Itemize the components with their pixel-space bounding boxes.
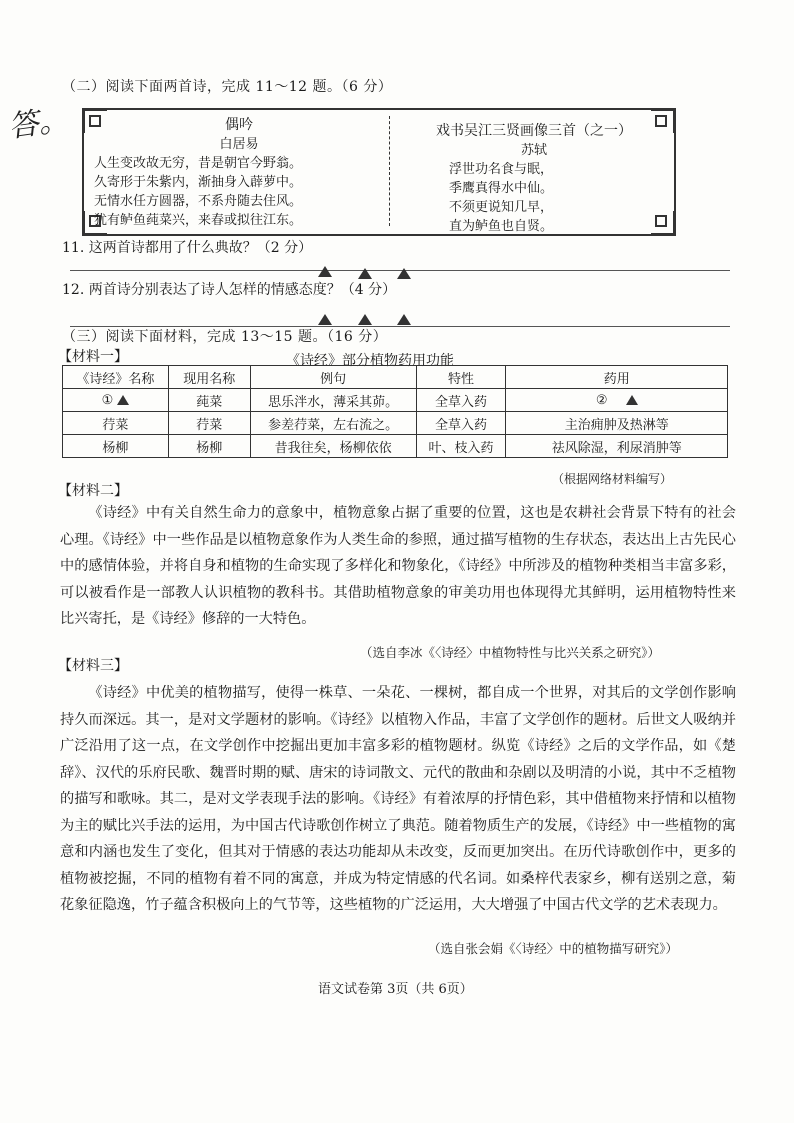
table-cell: 杨柳 bbox=[168, 435, 250, 458]
triangle-mark-icon bbox=[358, 268, 372, 279]
table-row bbox=[63, 412, 728, 435]
table-cell: 莼菜 bbox=[168, 389, 250, 412]
table-header: 药用 bbox=[506, 366, 728, 389]
poem1-author: 白居易 bbox=[219, 137, 259, 152]
table-cell: 荇菜 bbox=[63, 412, 169, 435]
material2-label: 【材料二】 bbox=[58, 483, 128, 499]
table-cell: 思乐泮水，薄采其茆。 bbox=[250, 389, 416, 412]
triangle-mark-icon bbox=[397, 268, 411, 279]
material2-text: 《诗经》中有关自然生命力的意象中，植物意象占据了重要的位置，这也是农耕社会背景下特有的社会心理。《诗经》中一些作品是以植物意象作为人类生命的参照，通过描写植物的生存状态，表达出上古先民心中的感情体验，并将自身和植物的生命实现了多样化和物象化，《诗经》中所涉及的植物种类相当丰富多彩，可以被看作是一部教人认识植物的教科书。其借助植物意象的审美功用也体现得尤其鲜明，运用植物特性来比兴寄托，是《诗经》修辞的一大特色。 bbox=[60, 505, 736, 627]
poem2-author: 苏轼 bbox=[520, 143, 547, 158]
poem-box bbox=[82, 108, 676, 236]
poem2-line: 季鹰真得水中仙。 bbox=[449, 181, 554, 196]
triangle-mark-icon bbox=[626, 395, 638, 405]
poem2-title: 戏书吴江三贤画像三首（之一） bbox=[436, 123, 632, 139]
table-cell: 参差荇菜，左右流之。 bbox=[250, 412, 416, 435]
poem1-line: 人生变改故无穷，昔是朝官今野翁。 bbox=[94, 156, 303, 171]
poem2 bbox=[399, 122, 669, 236]
question-11: 11. 这两首诗都用了什么典故？（2 分） bbox=[62, 240, 313, 256]
material3-source: （选自张会娟《〈诗经〉中的植物描写研究》） bbox=[428, 941, 679, 956]
page-footer: 语文试卷第 3页（共 6页） bbox=[318, 982, 473, 997]
triangle-mark-icon bbox=[358, 314, 372, 325]
table-cell: 叶、枝入药 bbox=[416, 435, 506, 458]
table-row bbox=[63, 435, 728, 458]
table-header: 《诗经》名称 bbox=[63, 366, 169, 389]
material2-body bbox=[60, 500, 736, 633]
poem1 bbox=[94, 116, 384, 230]
material2-source: （选自李冰《〈诗经〉中植物特性与比兴关系之研究》） bbox=[360, 645, 661, 660]
table-cell: 昔我往矣，杨柳依依 bbox=[250, 435, 416, 458]
question-12: 12. 两首诗分别表达了诗人怎样的情感态度？（4 分） bbox=[62, 282, 397, 298]
poem2-line: 浮世功名食与眠， bbox=[449, 162, 554, 177]
material3-label: 【材料三】 bbox=[58, 658, 128, 674]
poem2-line: 直为鲈鱼也自贤。 bbox=[449, 219, 554, 234]
triangle-mark-icon bbox=[318, 314, 332, 325]
triangle-mark-icon bbox=[397, 314, 411, 325]
table-caption: 《诗经》部分植物药用功能 bbox=[286, 353, 454, 369]
poem1-title: 偶吟 bbox=[225, 117, 253, 133]
table-row bbox=[63, 389, 728, 412]
table-cell: 全草入药 bbox=[416, 389, 506, 412]
poem2-line: 不须更说知几早， bbox=[449, 200, 554, 215]
table-cell: 杨柳 bbox=[63, 435, 169, 458]
handwritten-mark: 答。 bbox=[6, 101, 71, 145]
triangle-mark-icon bbox=[117, 395, 129, 405]
table-cell-blank[interactable]: ② bbox=[506, 389, 728, 412]
table-cell: 荇菜 bbox=[168, 412, 250, 435]
table-cell: 祛风除湿，利尿消肿等 bbox=[506, 435, 728, 458]
table-header-row bbox=[63, 366, 728, 389]
herb-table bbox=[62, 365, 728, 458]
material1-label: 【材料一】 bbox=[58, 349, 128, 365]
table-cell: 全草入药 bbox=[416, 412, 506, 435]
table-cell: 主治痈肿及热淋等 bbox=[506, 412, 728, 435]
poem1-line: 犹有鲈鱼莼菜兴，来春或拟往江东。 bbox=[94, 213, 303, 228]
poem1-line: 无情水任方圆器，不系舟随去住风。 bbox=[94, 194, 303, 209]
poem-divider bbox=[389, 116, 390, 226]
table-header: 现用名称 bbox=[168, 366, 250, 389]
material3-body bbox=[60, 680, 736, 919]
section3-title: （三）阅读下面材料，完成 13～15 题。（16 分） bbox=[62, 329, 388, 345]
table-source: （根据网络材料编写） bbox=[552, 472, 673, 486]
material3-text: 《诗经》中优美的植物描写，使得一株草、一朵花、一棵树，都自成一个世界，对其后的文学创作影响持久而深远。其一，是对文学题材的影响。《诗经》以植物入作品，丰富了文学创作的题材。后世文人吸纳并广泛沿用了这一点，在文学创作中挖掘出更加丰富多彩的植物题材。纵览《诗经》之后的文学作品，如《楚辞》、汉代的乐府民歌、魏晋时期的赋、唐宋的诗词散文、元代的散曲和杂剧以及明清的小说，其中不乏植物的描写和歌咏。其二，是对文学表现手法的影响。《诗经》有着浓厚的抒情色彩，其中借植物来抒情和以植物为主的赋比兴手法的运用，为中国古代诗歌创作树立了典范。随着物质生产的发展，《诗经》中一些植物的寓意和内涵也发生了变化，但其对于情感的表达功能却从未改变，反而更加突出。在历代诗歌创作中，更多的植物被挖掘，不同的植物有着不同的寓意，并成为特定情感的代名词。如桑梓代表家乡，柳有送别之意，菊花象征隐逸，竹子蕴含积极向上的气节等，这些植物的广泛运用，大大增强了中国古代文学的艺术表现力。 bbox=[60, 685, 736, 913]
table-header: 特性 bbox=[416, 366, 506, 389]
poem1-line: 久寄形于朱紫内，渐抽身入薜萝中。 bbox=[94, 175, 303, 190]
table-header: 例句 bbox=[250, 366, 416, 389]
table-cell-blank[interactable]: ① bbox=[63, 389, 169, 412]
section2-title: （二）阅读下面两首诗，完成 11～12 题。（6 分） bbox=[62, 79, 393, 95]
triangle-mark-icon bbox=[318, 266, 332, 277]
